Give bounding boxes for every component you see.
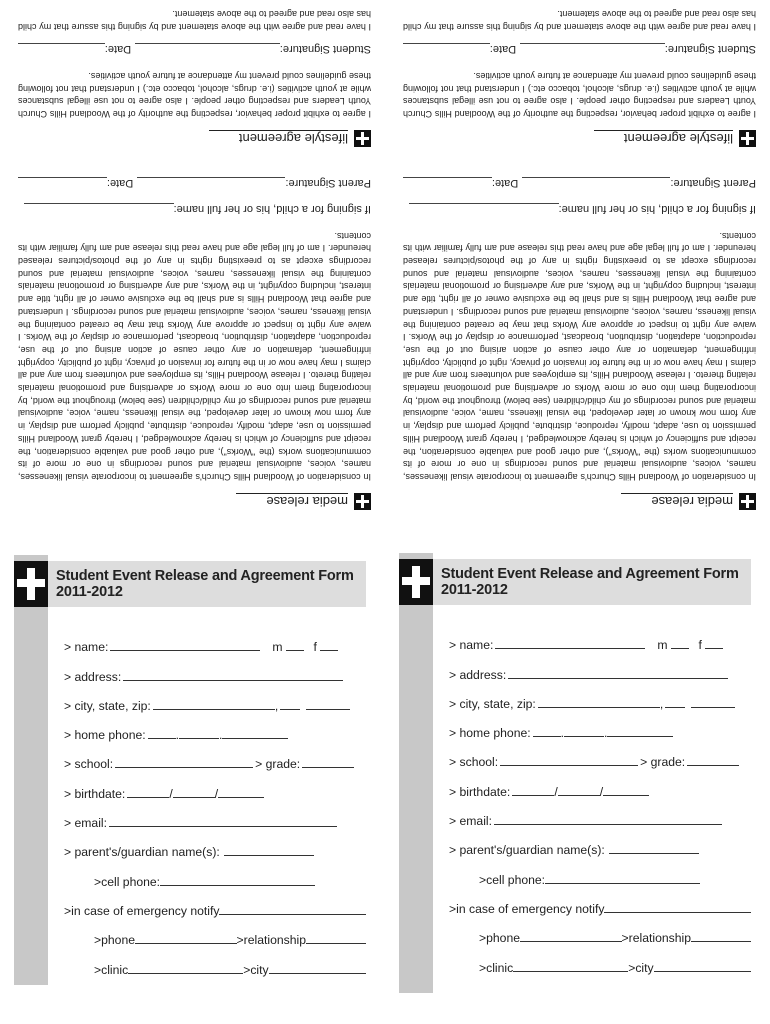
student-signature-label: Student Signature: bbox=[279, 43, 371, 56]
cross-icon bbox=[739, 130, 756, 147]
form-fields bbox=[64, 625, 366, 977]
lifestyle-title: lifestyle agreement bbox=[594, 130, 733, 146]
lifestyle-text: I agree to exhibit proper behavior, respecting the authority of the Woodland Hills Church Youth Leaders and respecting other people. I also agree to not use illegal substances while at youth activities (i.e. drugs, alcohol, tobacco etc.) I understand that not following these guidelines could prevent my attendance at future youth activities. bbox=[403, 70, 756, 119]
parent-signature-label: Parent Signature: bbox=[285, 176, 371, 189]
media-release-text: In consideration of Woodland Hills Church's agreement to incorporate visual likenesses, names, voices, audiovisual material and sound recordings in one or more of its communications works (the "Works"), and other good and valuable consideration, the receipt and sufficiency of which is hereby acknowledged, I hereby grant Woodland Hills permission to use, adapt, modify, reproduce, distribute, publicly perform and display, in any form now known or later developed, the visual likeness, name, voice, audiovisual material and sound recordings of my child/children (see below) throughout the world, by incorporating them into one or more Works or advertising and promotional materials relating thereto. I release Woodland Hills, its employees and volunteers from any and all claims I may have now or in the future for invasion of privacy, right of publicity, copyright infringement, defamation or any other cause of action arising out of the use, reproduction, adaptation, distribution, broadcast, performance or display of the Works. I waive any right to inspect or approve any Works that may be created containing the visual likeness, names, voices, audiovisual material and sound recordings. I understand and agree that Woodland Hills is and shall be the exclusive owner of all right, title and interest, including copyright, in the Works, and any advertising or promotional materials containing the visual likenesses, names, voices, audiovisual material and sound recordings except as to preexisting rights in any of the photos/pictures released hereunder. I am of full legal age and have read this release and am fully familiar with its contents. bbox=[18, 230, 371, 482]
home-phone-field[interactable]: > home phone: . . bbox=[64, 713, 366, 742]
form-fields bbox=[449, 623, 751, 975]
student-signature-row bbox=[403, 43, 756, 55]
student-signature-label: Student Signature: bbox=[664, 43, 756, 56]
date-label: Date: bbox=[489, 43, 517, 56]
clinic-field[interactable]: >clinic >city bbox=[64, 947, 366, 976]
name-field[interactable]: > name: m f bbox=[449, 623, 751, 652]
lifestyle-title: lifestyle agreement bbox=[209, 130, 348, 146]
school-field[interactable]: > school: > grade: bbox=[449, 740, 751, 769]
media-release-heading bbox=[18, 493, 371, 510]
guardian-field[interactable]: > parent's/guardian name(s): bbox=[449, 828, 751, 857]
city-state-zip-field[interactable]: > city, state, zip: , bbox=[64, 684, 366, 713]
form-title-band bbox=[48, 561, 366, 607]
cross-icon bbox=[399, 559, 433, 605]
agree-statement: I have read and agree with the above statement and by signing this assure that my child has also read and agreed to the above statement. bbox=[403, 9, 756, 33]
form-title-band bbox=[433, 559, 751, 605]
cell-phone-field[interactable]: >cell phone: bbox=[449, 857, 751, 886]
upside-down-section bbox=[0, 0, 385, 520]
emergency-phone-field[interactable]: >phone >relationship bbox=[449, 916, 751, 945]
cross-icon bbox=[14, 561, 48, 607]
child-name-row bbox=[403, 203, 756, 215]
email-field[interactable]: > email: bbox=[449, 799, 751, 828]
parent-signature-row bbox=[403, 177, 756, 189]
name-field[interactable]: > name: m f bbox=[64, 625, 366, 654]
date-label: Date: bbox=[491, 176, 519, 189]
birthdate-field[interactable]: > birthdate: / / bbox=[449, 769, 751, 798]
student-signature-row bbox=[18, 43, 371, 55]
parent-signature-label: Parent Signature: bbox=[670, 176, 756, 189]
registration-form bbox=[14, 555, 366, 985]
birthdate-field[interactable]: > birthdate: / / bbox=[64, 771, 366, 800]
right-copy bbox=[385, 0, 770, 1024]
if-signing-label: If signing for a child, his or her full name: bbox=[558, 202, 756, 215]
media-release-title: media release bbox=[236, 494, 348, 510]
upside-down-section bbox=[385, 0, 770, 520]
date-label: Date: bbox=[104, 43, 132, 56]
media-release-heading bbox=[403, 493, 756, 510]
cross-icon bbox=[354, 493, 371, 510]
cell-phone-field[interactable]: >cell phone: bbox=[64, 859, 366, 888]
home-phone-field[interactable]: > home phone: . . bbox=[449, 711, 751, 740]
form-sidebar bbox=[14, 555, 48, 985]
school-field[interactable]: > school: > grade: bbox=[64, 742, 366, 771]
date-label: Date: bbox=[106, 176, 134, 189]
if-signing-label: If signing for a child, his or her full name: bbox=[173, 202, 371, 215]
lifestyle-heading bbox=[18, 130, 371, 147]
clinic-field[interactable]: >clinic >city bbox=[449, 945, 751, 974]
lifestyle-heading bbox=[403, 130, 756, 147]
email-field[interactable]: > email: bbox=[64, 801, 366, 830]
city-state-zip-field[interactable]: > city, state, zip: , bbox=[449, 682, 751, 711]
address-field[interactable]: > address: bbox=[64, 654, 366, 683]
cross-icon bbox=[739, 493, 756, 510]
media-release-title: media release bbox=[621, 494, 733, 510]
media-release-text: In consideration of Woodland Hills Church's agreement to incorporate visual likenesses, names, voices, audiovisual material and sound recordings in one or more of its communications works (the "Works"), and other good and valuable consideration, the receipt and sufficiency of which is hereby acknowledged, I hereby grant Woodland Hills permission to use, adapt, modify, reproduce, distribute, publicly perform and display, in any form now known or later developed, the visual likeness, name, voice, audiovisual material and sound recordings of my child/children (see below) throughout the world, by incorporating them into one or more Works or advertising and promotional materials relating thereto. I release Woodland Hills, its employees and volunteers from any and all claims I may have now or in the future for invasion of privacy, right of publicity, copyright infringement, defamation or any other cause of action arising out of the use, reproduction, adaptation, distribution, broadcast, performance or display of the Works. I waive any right to inspect or approve any Works that may be created containing the visual likeness, names, voices, audiovisual material and sound recordings. I understand and agree that Woodland Hills is and shall be the exclusive owner of all right, title and interest, including copyright, in the Works, and any advertising or promotional materials containing the visual likenesses, names, voices, audiovisual material and sound recordings except as to preexisting rights in any of the photos/pictures released hereunder. I am of full legal age and have read this release and am fully familiar with its contents. bbox=[403, 230, 756, 482]
child-name-row bbox=[18, 203, 371, 215]
lifestyle-text: I agree to exhibit proper behavior, respecting the authority of the Woodland Hills Church Youth Leaders and respecting other people. I also agree to not use illegal substances while at youth activities (i.e. drugs, alcohol, tobacco etc.) I understand that not following these guidelines could prevent my attendance at future youth activities. bbox=[18, 70, 371, 119]
guardian-field[interactable]: > parent's/guardian name(s): bbox=[64, 830, 366, 859]
emergency-field[interactable]: >in case of emergency notify bbox=[64, 889, 366, 918]
emergency-phone-field[interactable]: >phone >relationship bbox=[64, 918, 366, 947]
registration-form bbox=[399, 553, 751, 983]
address-field[interactable]: > address: bbox=[449, 652, 751, 681]
parent-signature-row bbox=[18, 177, 371, 189]
form-sidebar bbox=[399, 553, 433, 993]
cross-icon bbox=[354, 130, 371, 147]
form-title: Student Event Release and Agreement Form 2011-2012 bbox=[441, 566, 739, 598]
agree-statement: I have read and agree with the above statement and by signing this assure that my child has also read and agreed to the above statement. bbox=[18, 9, 371, 33]
emergency-field[interactable]: >in case of emergency notify bbox=[449, 887, 751, 916]
form-title: Student Event Release and Agreement Form 2011-2012 bbox=[56, 568, 354, 600]
